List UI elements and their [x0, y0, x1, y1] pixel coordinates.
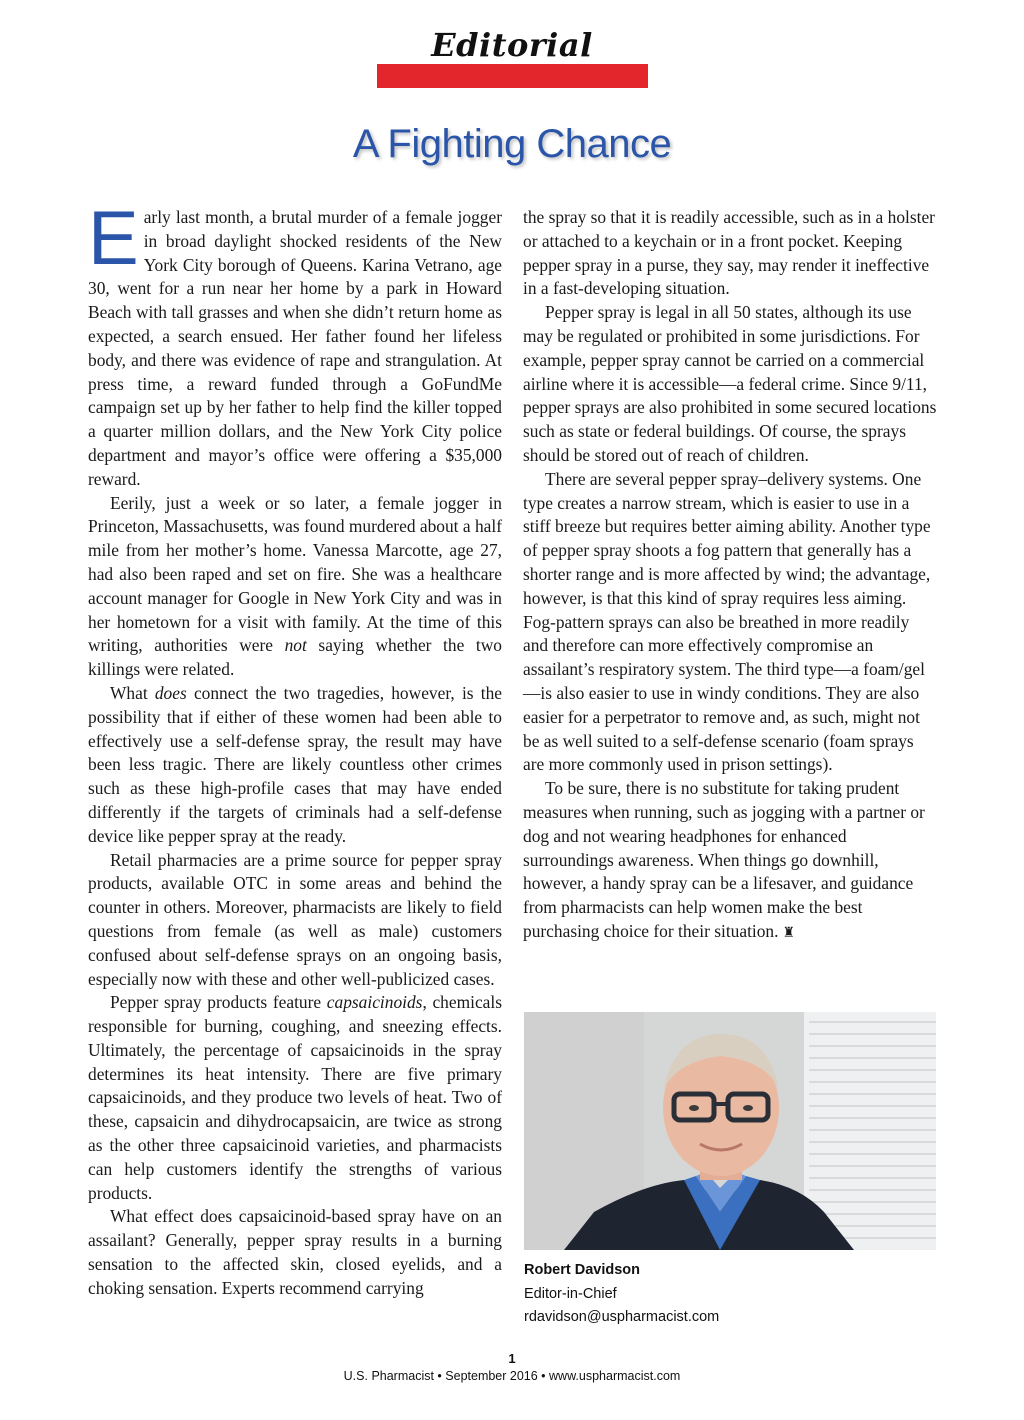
- article-paragraph-6-continued: the spray so that it is readily accessible, such as in a holster or attached to a keychain or in a front pocket. Keeping pepper spray in a purse, they say, may render it ineffective in a fast-developing situation.: [523, 207, 935, 299]
- paragraph-3-emphasis: does: [154, 682, 187, 703]
- author-title: Editor-in-Chief: [524, 1285, 617, 1302]
- page-number: 1: [508, 1351, 516, 1366]
- end-mark-icon: ♜: [782, 925, 796, 941]
- article-headline: A Fighting Chance: [352, 122, 672, 166]
- author-photo-illustration: [524, 1012, 936, 1250]
- section-label: Editorial: [431, 26, 593, 64]
- paragraph-5-text-a: Pepper spray products feature: [110, 992, 327, 1013]
- article-paragraph-7: Pepper spray is legal in all 50 states, although its use may be regulated or prohibited in some jurisdictions. For example, pepper spray cannot be carried on a commercial airline where it is accessible—a federal crime. Since 9/11, pepper sprays are also prohibited in some secured locations such as state or federal buildings. Of course, the sprays should be stored out of reach of children.: [523, 302, 937, 465]
- article-paragraph-3: [88, 682, 502, 849]
- author-name: Robert Davidson: [524, 1262, 641, 1278]
- author-email[interactable]: rdavidson@uspharmacist.com: [524, 1309, 720, 1325]
- paragraph-2-text-a: Eerily, just a week or so later, a female jogger in Princeton, Massachusetts, was found murdered about a half mile from her mother’s home. Vanessa Marcotte, age 27, had also been raped and set on fire. She was a healthcare account manager for Google in New York City and was in her hometown for a visit with family. At the time of this writing, authorities were: [88, 492, 502, 656]
- page-footer: [0, 1351, 1024, 1385]
- paragraph-2-emphasis: not: [284, 635, 307, 656]
- author-block: [524, 1259, 719, 1330]
- paragraph-5-emphasis: capsaicinoids: [326, 992, 423, 1013]
- paragraph-2-text-b: saying whether the two killings were related.: [88, 635, 502, 680]
- article-paragraph-8: There are several pepper spray–delivery systems. One type creates a narrow stream, which is easier to use in a stiff breeze but requires better aiming ability. Another type of pepper spray shoots a fog pattern that generally has a shorter range and is more affected by wind; the advantage, however, is that this kind of spray requires less aiming. Fog-pattern sprays can also be breathed in more readily and therefore can more effectively compromise an assailant’s respiratory system. The third type—a foam/gel—is also easier to use in windy conditions. They are also easier for a perpetrator to remove and, as such, might not be as well suited to a self-defense scenario (foam sprays are more commonly used in prison settings).: [523, 468, 931, 775]
- paragraph-3-text-a: What: [110, 682, 155, 703]
- author-photo: [524, 1012, 936, 1250]
- article-column-left: [88, 196, 502, 1301]
- section-header: [0, 0, 1024, 100]
- paragraph-1-text: arly last month, a brutal murder of a female jogger in broad daylight shocked residents of the New York City borough of Queens. Karina Vetrano, age 30, went for a run near her home by a park in Howard Beach with tall grasses and when she didn’t return home as expected, a search ensued. Her father found her lifeless body, and there was evidence of rape and strangulation. At press time, a reward funded through a GoFundMe campaign set up by her father to help find the killer topped a quarter million dollars, and the New York City police department and mayor’s office were offering a $35,000 reward.: [88, 207, 502, 489]
- article-paragraph-4: Retail pharmacies are a prime source for pepper spray products, available OTC in some areas and behind the counter in others. Moreover, pharmacists are likely to field questions from female (as well as male) customers confused about self-defense sprays on an ongoing basis, especially now with these and other well-publicized cases.: [88, 849, 502, 989]
- section-red-bar: [377, 64, 648, 88]
- paragraph-3-text-b: connect the two tragedies, however, is the possibility that if either of these women had been able to effectively use a self-defense spray, the result may have been less tragic. There are likely countless other crimes such as these high-profile cases that may have ended differently if the targets of criminals had a self-defense device like pepper spray at the ready.: [88, 682, 502, 846]
- article-paragraph-5: [88, 991, 502, 1205]
- article-column-right: [523, 206, 937, 946]
- drop-cap: E: [88, 196, 139, 281]
- paragraph-5-text-b: , chemicals responsible for burning, coughing, and sneezing effects. Ultimately, the percentage of capsaicinoids in the spray determines its heat intensity. There are five primary capsaicinoids, and they produce two levels of heat. Two of these, capsaicin and dihydrocapsaicin, are twice as strong as the other three capsaicinoid varieties, and pharmacists can help customers identify the strengths of various products.: [88, 992, 502, 1203]
- article-paragraph-2: [88, 492, 502, 682]
- article-paragraph-1: [88, 196, 502, 492]
- footer-publication-line: U.S. Pharmacist • September 2016 • www.uspharmacist.com: [343, 1369, 681, 1383]
- paragraph-9-text: To be sure, there is no substitute for taking prudent measures when running, such as jogging with a partner or dog and not wearing headphones for enhanced surroundings awareness. When things go downhill, however, a handy spray can be a lifesaver, and guidance from pharmacists can help women make the best purchasing choice for their situation.: [523, 778, 925, 941]
- article-paragraph-9: [523, 777, 937, 946]
- article-paragraph-6-start: What effect does capsaicinoid-based spray have on an assailant? Generally, pepper spray results in a burning sensation to the affected skin, closed eyelids, and a choking sensation. Experts recommend carrying: [88, 1206, 502, 1298]
